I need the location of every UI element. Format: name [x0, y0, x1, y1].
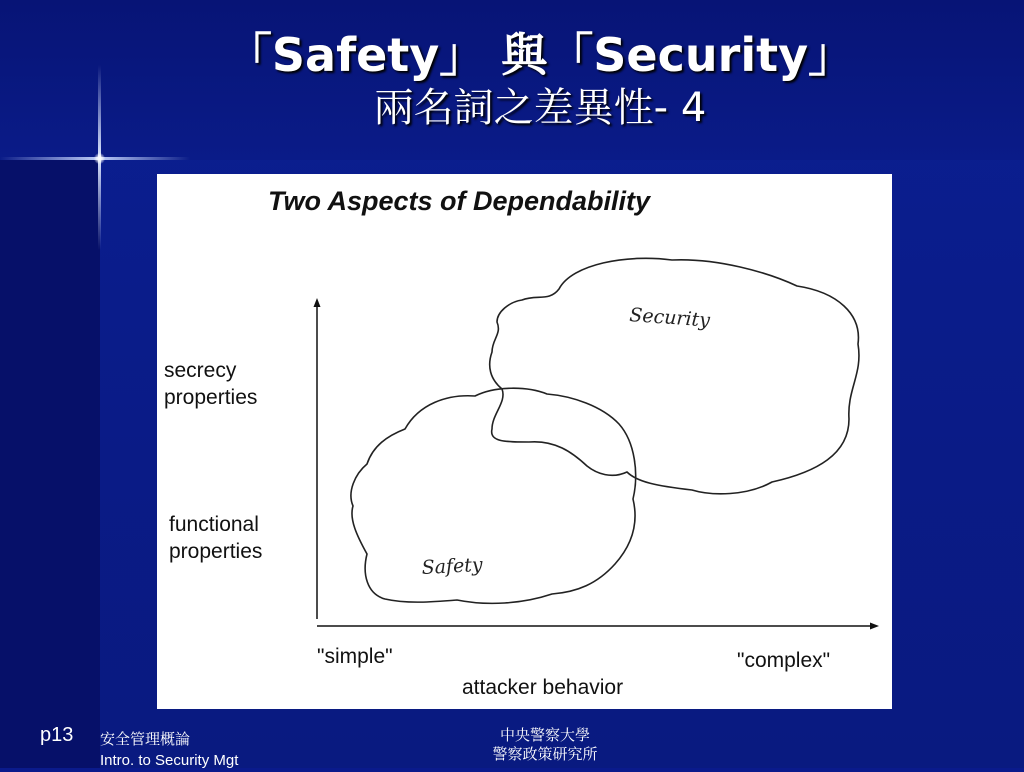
dependability-figure: [157, 174, 892, 709]
sparkle-icon: [94, 153, 105, 164]
security-cloud-label: Security: [628, 304, 711, 332]
y-label-secrecy: secrecy: [164, 359, 237, 382]
course-name: [100, 728, 238, 772]
slide-title-line-2: 兩名詞之差異性- 4: [373, 85, 707, 131]
dependability-diagram: [157, 174, 892, 709]
y-label-functional: functional: [169, 513, 259, 536]
organization: [460, 726, 630, 764]
security-cloud: [490, 258, 859, 494]
left-sidebar-band: [0, 160, 100, 768]
course-name-zh: 安全管理概論: [100, 730, 191, 748]
y-axis-arrowhead: [314, 298, 321, 307]
x-axis-title: attacker behavior: [462, 676, 624, 699]
organization-line-1: 中央警察大學: [499, 726, 590, 744]
course-name-en: Intro. to Security Mgt: [100, 752, 239, 769]
y-label-secrecy-properties: properties: [164, 386, 258, 409]
slide-title-line-1: 「Safety」 與「Security」: [225, 28, 855, 82]
page-number: p13: [40, 724, 74, 746]
x-label-complex: "complex": [737, 649, 831, 672]
organization-line-2: 警察政策研究所: [492, 745, 598, 763]
figure-title: Two Aspects of Dependability: [267, 186, 651, 216]
slide-title: [210, 26, 870, 132]
safety-cloud-label: Safety: [421, 553, 484, 579]
y-label-functional-properties: properties: [169, 540, 263, 563]
x-label-simple: "simple": [317, 645, 393, 668]
x-axis-arrowhead: [870, 623, 879, 630]
